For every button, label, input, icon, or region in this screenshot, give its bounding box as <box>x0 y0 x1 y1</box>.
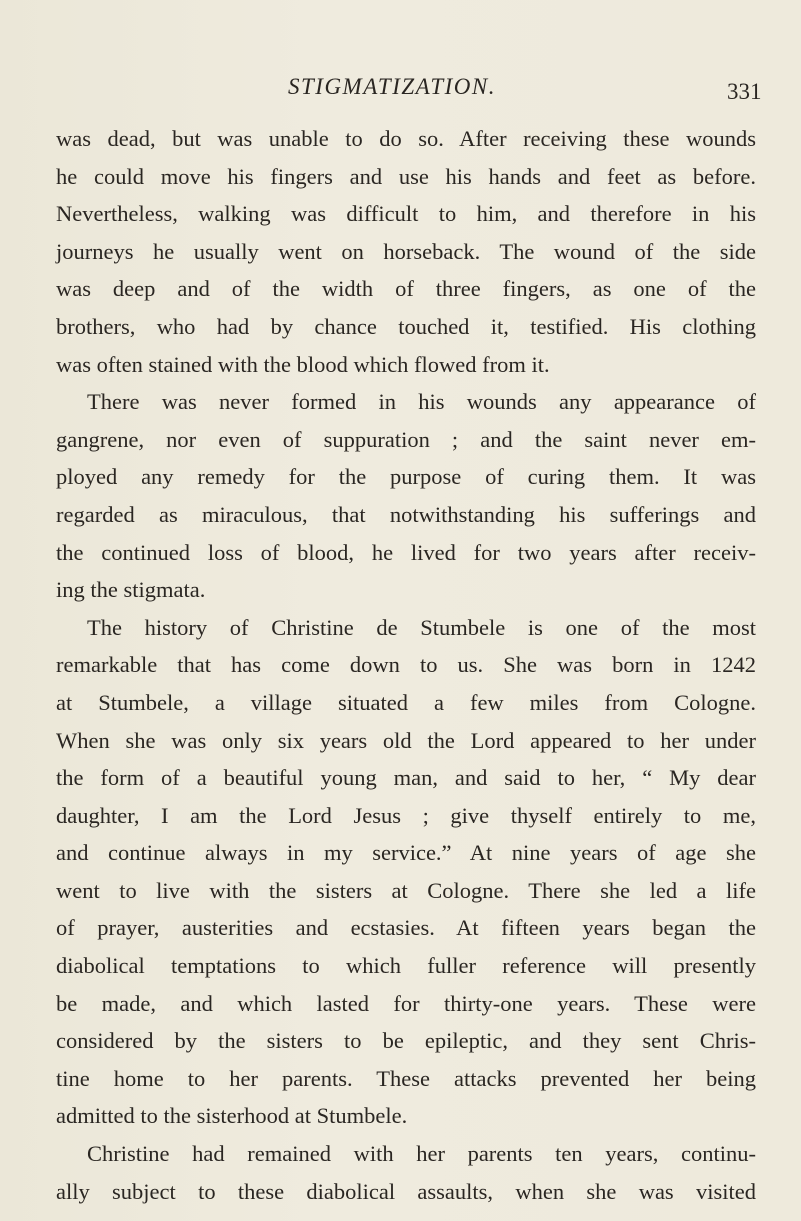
page-number: 331 <box>727 79 762 104</box>
text-line: regarded as miraculous, that notwithstanding his sufferings and <box>56 501 756 527</box>
text-line: When she was only six years old the Lord appeared to her under <box>56 727 756 753</box>
text-line: brothers, who had by chance touched it, testified. His clothing <box>56 313 756 339</box>
text-line: of prayer, austerities and ecstasies. At fifteen years began the <box>56 915 756 941</box>
text-line: diabolical temptations to which fuller reference will presently <box>56 953 756 979</box>
text-line: ally subject to these diabolical assaults, when she was visited <box>56 1178 756 1204</box>
text-line: considered by the sisters to be epileptic, and they sent Chris- <box>56 1028 756 1054</box>
text-line: tine home to her parents. These attacks prevented her being <box>56 1065 756 1091</box>
text-line: Nevertheless, walking was difficult to him, and therefore in his <box>56 201 756 227</box>
running-head <box>0 74 801 114</box>
text-line: went to live with the sisters at Cologne. There she led a life <box>56 877 756 903</box>
text-line: admitted to the sisterhood at Stumbele. <box>56 1103 408 1129</box>
text-line: There was never formed in his wounds any appearance of <box>87 389 756 415</box>
text-line: Christine had remained with her parents ten years, continu- <box>87 1141 756 1167</box>
text-line: daughter, I am the Lord Jesus ; give thyself entirely to me, <box>56 802 756 828</box>
running-title: STIGMATIZATION. <box>288 74 497 99</box>
text-line: gangrene, nor even of suppuration ; and the saint never em- <box>56 426 756 452</box>
text-line: ployed any remedy for the purpose of curing them. It was <box>56 464 756 490</box>
text-line: was dead, but was unable to do so. After receiving these wounds <box>56 126 756 151</box>
text-line: was often stained with the blood which flowed from it. <box>56 351 550 377</box>
text-line: at Stumbele, a village situated a few miles from Cologne. <box>56 689 756 715</box>
text-line: the continued loss of blood, he lived for two years after receiv- <box>56 539 756 565</box>
text-line: The history of Christine de Stumbele is one of the most <box>87 614 756 640</box>
text-line: he could move his fingers and use his hands and feet as before. <box>56 163 756 189</box>
text-line: ing the stigmata. <box>56 577 206 603</box>
text-line: be made, and which lasted for thirty-one years. These were <box>56 990 756 1016</box>
text-line: was deep and of the width of three fingers, as one of the <box>56 276 756 302</box>
text-line: the form of a beautiful young man, and said to her, “ My dear <box>56 765 756 791</box>
body-text <box>56 120 756 1210</box>
text-line: journeys he usually went on horseback. The wound of the side <box>56 238 756 264</box>
text-line: remarkable that has come down to us. She was born in 1242 <box>56 652 756 678</box>
text-line: and continue always in my service.” At nine years of age she <box>56 840 756 866</box>
